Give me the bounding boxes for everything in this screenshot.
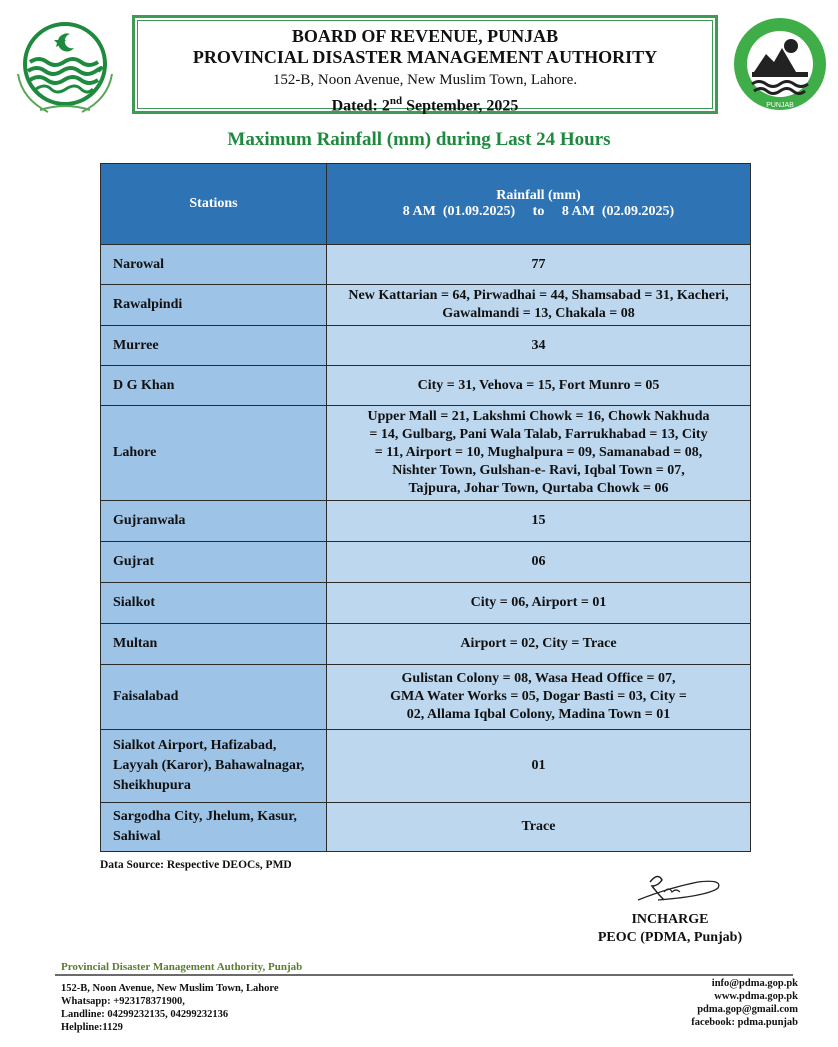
footer-organization: Provincial Disaster Management Authority, Punjab [61,961,303,973]
signatory-office: PEOC (PDMA, Punjab) [597,930,743,945]
pdma-emblem-icon [728,14,834,120]
header-authority-title: PROVINCIAL DISASTER MANAGEMENT AUTHORITY [192,47,658,67]
data-source-note: Data Source: Respective DEOCs, PMD [100,859,292,871]
signatory-block [580,911,760,947]
rainfall-cell: 06 [327,542,751,583]
signature-icon [628,870,728,910]
station-cell: D G Khan [101,366,327,406]
table-row [101,730,751,803]
table-row [101,285,751,326]
table-row [101,366,751,406]
header-date: Dated: 2nd September, 2025 [331,95,519,115]
footer-gmail[interactable]: pdma.gop@gmail.com [697,1004,798,1015]
station-cell: Sialkot [101,583,327,624]
footer-contact-left [61,982,279,1034]
header-board-title: BOARD OF REVENUE, PUNJAB [291,26,559,46]
table-row [101,245,751,285]
station-cell: Sialkot Airport, Hafizabad, Layyah (Karor), Bahawalnagar, Sheikhupura [101,730,327,803]
rainfall-cell: Gulistan Colony = 08, Wasa Head Office = 07, GMA Water Works = 05, Dogar Basti = 03, City = 02, Allama Iqbal Colony, Madina Town = 01 [327,665,751,730]
signature [628,870,728,910]
station-cell: Multan [101,624,327,665]
stations-column-header: Stations [101,164,327,245]
header-address: 152-B, Noon Avenue, New Muslim Town, Lahore. [272,72,578,88]
rainfall-cell: Trace [327,803,751,852]
station-cell: Lahore [101,406,327,501]
rainfall-table [100,163,751,852]
rainfall-cell: Upper Mall = 21, Lakshmi Chowk = 16, Chowk Nakhuda = 14, Gulbarg, Pani Wala Talab, Farrukhabad = 13, City = 11, Airport = 10, Mughalpura = 09, Samanabad = 08, Nishter Town, Gulshan-e- Ravi, Iqbal Town = 07, Tajpura, Johar Town, Qurtaba Chowk = 06 [327,406,751,501]
footer-divider [55,974,793,976]
footer-helpline: Helpline:1129 [61,1022,123,1033]
table-row [101,406,751,501]
rainfall-cell: 01 [327,730,751,803]
table-row [101,803,751,852]
rainfall-cell: City = 06, Airport = 01 [327,583,751,624]
header-box [132,15,718,114]
table-row [101,624,751,665]
punjab-emblem-icon [10,14,116,120]
rainfall-column-header: Rainfall (mm) 8 AM (01.09.2025) to 8 AM (02.09.2025) [327,164,751,245]
table-row [101,665,751,730]
rainfall-cell: 34 [327,326,751,366]
footer-whatsapp: Whatsapp: +923178371900, [61,996,185,1007]
table-header-row [101,164,751,245]
rainfall-cell: City = 31, Vehova = 15, Fort Munro = 05 [327,366,751,406]
footer-email[interactable]: info@pdma.gop.pk [711,978,798,989]
station-cell: Narowal [101,245,327,285]
station-cell: Gujranwala [101,501,327,542]
report-title: Maximum Rainfall (mm) during Last 24 Hours [227,129,611,150]
footer-contact-right [691,977,798,1029]
station-cell: Murree [101,326,327,366]
signatory-title: INCHARGE [631,912,709,927]
rainfall-cell: Airport = 02, City = Trace [327,624,751,665]
footer-landline: Landline: 04299232135, 04299232136 [61,1009,229,1020]
table-row [101,326,751,366]
station-cell: Gujrat [101,542,327,583]
pdma-logo [728,14,834,120]
footer-website[interactable]: www.pdma.gop.pk [714,991,798,1002]
punjab-government-logo [10,14,116,120]
rainfall-cell: New Kattarian = 64, Pirwadhai = 44, Shamsabad = 31, Kacheri, Gawalmandi = 13, Chakala = 08 [327,285,751,326]
svg-text:PUNJAB: PUNJAB [766,102,794,109]
station-cell: Rawalpindi [101,285,327,326]
table-row [101,501,751,542]
footer-facebook[interactable]: facebook: pdma.punjab [691,1017,798,1028]
table-row [101,542,751,583]
rainfall-cell: 15 [327,501,751,542]
station-cell: Faisalabad [101,665,327,730]
footer-address: 152-B, Noon Avenue, New Muslim Town, Lahore [61,983,279,994]
station-cell: Sargodha City, Jhelum, Kasur, Sahiwal [101,803,327,852]
table-row [101,583,751,624]
rainfall-cell: 77 [327,245,751,285]
